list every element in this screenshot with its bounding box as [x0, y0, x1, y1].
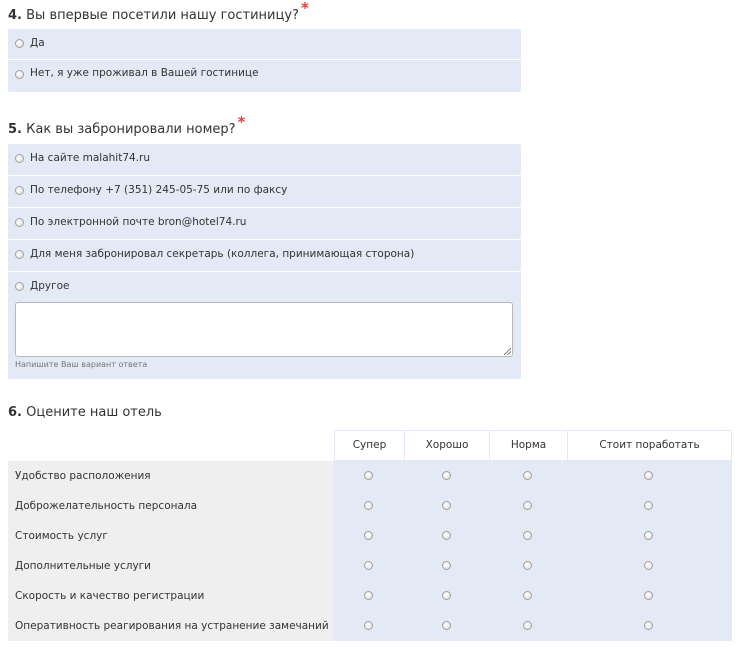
- row-cells: [334, 461, 732, 491]
- radio-button[interactable]: [15, 282, 24, 291]
- row-label: Скорость и качество регистрации: [8, 581, 334, 611]
- other-answer-textarea[interactable]: [15, 302, 513, 357]
- radio-button[interactable]: [364, 471, 373, 480]
- option-label: Да: [30, 37, 45, 49]
- radio-button[interactable]: [364, 621, 373, 630]
- radio-button[interactable]: [364, 501, 373, 510]
- required-asterisk-icon: *: [300, 0, 309, 17]
- radio-button[interactable]: [364, 531, 373, 540]
- option-other[interactable]: [8, 272, 521, 304]
- radio-button[interactable]: [15, 250, 24, 259]
- row-cells: [334, 611, 732, 641]
- row-label: Оперативность реагирования на устранение замечаний: [8, 611, 334, 641]
- row-cells: [334, 491, 732, 521]
- radio-button[interactable]: [15, 154, 24, 163]
- column-header-good: Хорошо: [404, 430, 490, 461]
- column-header-needs-work: Стоит поработать: [567, 430, 732, 461]
- column-header-super: Супер: [334, 430, 405, 461]
- radio-button[interactable]: [644, 501, 653, 510]
- row-label: Стоимость услуг: [8, 521, 334, 551]
- row-label: Доброжелательность персонала: [8, 491, 334, 521]
- radio-button[interactable]: [442, 471, 451, 480]
- row-label: Дополнительные услуги: [8, 551, 334, 581]
- option-no-stayed-before[interactable]: [8, 60, 521, 91]
- option-label: Для меня забронировал секретарь (коллега, принимающая сторона): [30, 248, 415, 260]
- radio-button[interactable]: [523, 471, 532, 480]
- option-label: По электронной почте bron@hotel74.ru: [30, 216, 247, 228]
- radio-button[interactable]: [15, 70, 24, 79]
- row-label: Удобство расположения: [8, 461, 334, 491]
- matrix-row: [8, 491, 732, 521]
- radio-button[interactable]: [15, 186, 24, 195]
- question-text: Оцените наш отель: [26, 405, 162, 420]
- radio-button[interactable]: [523, 501, 532, 510]
- radio-button[interactable]: [644, 471, 653, 480]
- matrix-row: [8, 461, 732, 491]
- row-cells: [334, 551, 732, 581]
- option-label: На сайте malahit74.ru: [30, 152, 150, 164]
- radio-button[interactable]: [644, 621, 653, 630]
- resize-handle-icon[interactable]: [504, 348, 511, 355]
- row-cells: [334, 521, 732, 551]
- radio-button[interactable]: [442, 561, 451, 570]
- radio-button[interactable]: [523, 621, 532, 630]
- question-5-options: [8, 144, 521, 379]
- matrix-row: [8, 581, 732, 611]
- radio-button[interactable]: [364, 591, 373, 600]
- option-phone[interactable]: [8, 176, 521, 208]
- question-4-options: [8, 29, 521, 92]
- radio-button[interactable]: [442, 621, 451, 630]
- radio-button[interactable]: [523, 591, 532, 600]
- option-website[interactable]: [8, 144, 521, 176]
- question-6-title: [8, 405, 162, 420]
- question-4-title: [8, 0, 309, 23]
- option-yes[interactable]: [8, 29, 521, 60]
- radio-button[interactable]: [523, 561, 532, 570]
- question-number: 6.: [8, 405, 22, 420]
- option-label: По телефону +7 (351) 245-05-75 или по факсу: [30, 184, 288, 196]
- matrix-row: [8, 551, 732, 581]
- question-5-title: [8, 113, 246, 137]
- other-answer-hint: Напишите Ваш вариант ответа: [15, 360, 148, 369]
- column-header-normal: Норма: [489, 430, 568, 461]
- radio-button[interactable]: [442, 501, 451, 510]
- matrix-row: [8, 611, 732, 641]
- question-text: Вы впервые посетили нашу гостиницу?: [26, 8, 299, 23]
- question-number: 5.: [8, 122, 22, 137]
- radio-button[interactable]: [364, 561, 373, 570]
- radio-button[interactable]: [644, 591, 653, 600]
- radio-button[interactable]: [15, 218, 24, 227]
- radio-button[interactable]: [644, 531, 653, 540]
- question-text: Как вы забронировали номер?: [26, 122, 236, 137]
- required-asterisk-icon: *: [237, 113, 246, 131]
- radio-button[interactable]: [442, 531, 451, 540]
- radio-button[interactable]: [644, 561, 653, 570]
- option-secretary[interactable]: [8, 240, 521, 272]
- matrix-row: [8, 521, 732, 551]
- option-email[interactable]: [8, 208, 521, 240]
- radio-button[interactable]: [523, 531, 532, 540]
- option-label: Нет, я уже проживал в Вашей гостинице: [30, 67, 259, 79]
- option-label: Другое: [30, 280, 70, 292]
- radio-button[interactable]: [442, 591, 451, 600]
- question-number: 4.: [8, 8, 22, 23]
- row-cells: [334, 581, 732, 611]
- radio-button[interactable]: [15, 39, 24, 48]
